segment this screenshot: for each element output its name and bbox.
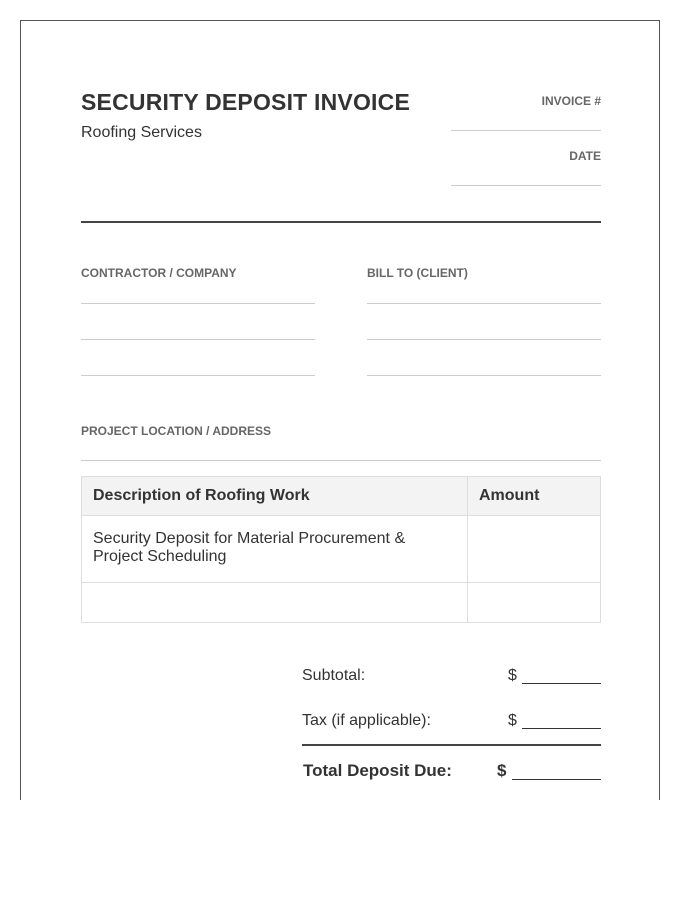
contractor-line-3[interactable] (81, 375, 315, 376)
header-divider (81, 221, 601, 223)
contractor-line-1[interactable] (81, 303, 315, 304)
client-line-3[interactable] (367, 375, 601, 376)
subtotal-currency: $ (508, 667, 517, 684)
tax-field[interactable] (522, 728, 601, 729)
tax-label: Tax (if applicable): (302, 712, 431, 729)
total-due-field[interactable] (512, 779, 601, 780)
total-due-currency: $ (497, 761, 507, 780)
table-row (82, 583, 601, 623)
invoice-sheet (20, 20, 660, 800)
project-location-field[interactable] (81, 460, 601, 461)
items-table (81, 476, 601, 623)
date-label: DATE (569, 149, 601, 163)
invoice-title: SECURITY DEPOSIT INVOICE (81, 89, 410, 115)
total-due-label: Total Deposit Due: (303, 761, 452, 780)
item-amount-cell[interactable] (468, 583, 601, 623)
subtotal-label: Subtotal: (302, 667, 366, 684)
invoice-subtitle: Roofing Services (81, 124, 202, 141)
item-description-cell[interactable]: Security Deposit for Material Procurement & Project Scheduling (82, 516, 468, 583)
client-line-1[interactable] (367, 303, 601, 304)
project-location-label: PROJECT LOCATION / ADDRESS (81, 424, 272, 438)
item-amount-cell[interactable] (468, 516, 601, 583)
subtotal-field[interactable] (522, 683, 601, 684)
tax-currency: $ (508, 712, 517, 729)
contractor-line-2[interactable] (81, 339, 315, 340)
column-header-description: Description of Roofing Work (82, 477, 468, 516)
invoice-number-field[interactable] (451, 130, 601, 131)
totals-divider (302, 744, 601, 746)
contractor-label: CONTRACTOR / COMPANY (81, 266, 237, 280)
item-description-cell[interactable] (82, 583, 468, 623)
client-label: BILL TO (CLIENT) (367, 266, 468, 280)
column-header-amount: Amount (468, 477, 601, 516)
date-field[interactable] (451, 185, 601, 186)
invoice-number-label: INVOICE # (541, 94, 601, 108)
client-line-2[interactable] (367, 339, 601, 340)
table-header-row (82, 477, 601, 516)
table-row (82, 516, 601, 583)
